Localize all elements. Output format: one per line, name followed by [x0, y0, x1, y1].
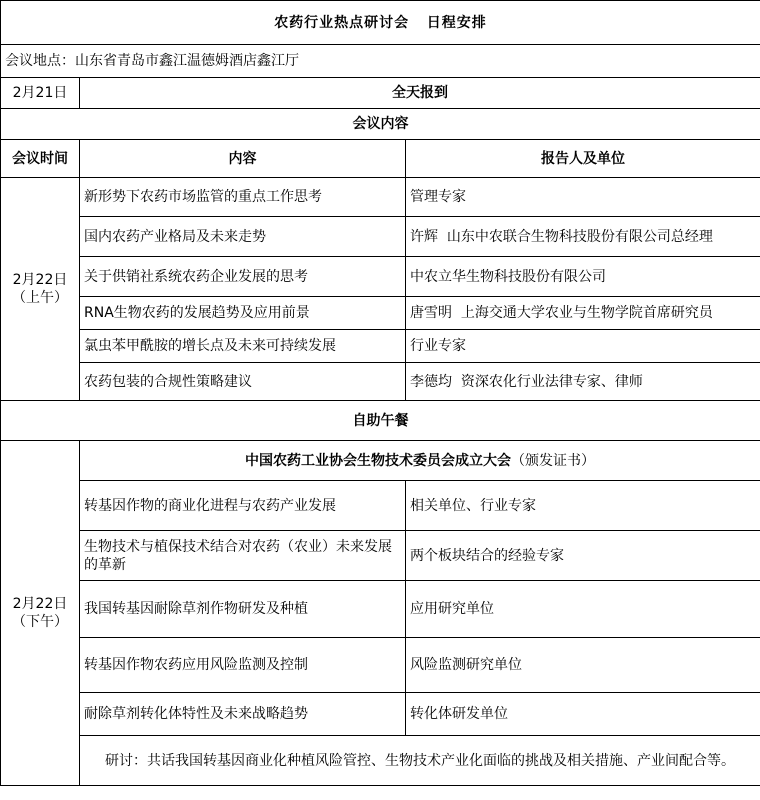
talk-speaker: 相关单位、行业专家 — [406, 481, 760, 531]
talk-speaker: 风险监测研究单位 — [406, 638, 760, 693]
venue-location: 会议地点：山东省青岛市鑫江温德姆酒店鑫江厅 — [1, 45, 760, 78]
talk-content: 关于供销社系统农药企业发展的思考 — [80, 257, 406, 297]
assembly-name: 中国农药工业协会生物技术委员会成立大会 — [245, 452, 511, 469]
header-speaker: 报告人及单位 — [406, 140, 760, 178]
talk-speaker: 行业专家 — [406, 330, 760, 363]
registration-date: 2月21日 — [1, 78, 80, 109]
afternoon-date-line2: （下午） — [12, 614, 68, 630]
talk-content: 氯虫苯甲酰胺的增长点及未来可持续发展 — [80, 330, 406, 363]
talk-content: 转基因作物的商业化进程与农药产业发展 — [80, 481, 406, 531]
table-row — [1, 217, 760, 257]
table-row — [1, 257, 760, 297]
table-row — [1, 581, 760, 638]
registration-row — [1, 78, 760, 109]
table-row — [1, 638, 760, 693]
page-title: 农药行业热点研讨会 日程安排 — [1, 1, 760, 45]
talk-content: 生物技术与植保技术结合对农药（农业）未来发展的革新 — [80, 531, 406, 581]
talk-content: 我国转基因耐除草剂作物研发及种植 — [80, 581, 406, 638]
assembly-row — [1, 441, 760, 481]
discussion-note: 研讨：共话我国转基因商业化种植风险管控、生物技术产业化面临的挑战及相关措施、产业间配合等。 — [80, 736, 760, 786]
table-row — [1, 178, 760, 217]
table-row — [1, 297, 760, 330]
talk-speaker: 唐雪明 上海交通大学农业与生物学院首席研究员 — [406, 297, 760, 330]
talk-content: 国内农药产业格局及未来走势 — [80, 217, 406, 257]
talk-content: 耐除草剂转化体特性及未来战略趋势 — [80, 693, 406, 736]
talk-speaker: 应用研究单位 — [406, 581, 760, 638]
talk-content: 农药包装的合规性策略建议 — [80, 363, 406, 401]
lunch-row — [1, 401, 760, 441]
talk-speaker: 许辉 山东中农联合生物科技股份有限公司总经理 — [406, 217, 760, 257]
registration-activity: 全天报到 — [80, 78, 760, 109]
table-row — [1, 531, 760, 581]
table-row — [1, 481, 760, 531]
table-row — [1, 363, 760, 401]
morning-date — [1, 178, 80, 401]
talk-content: RNA生物农药的发展趋势及应用前景 — [80, 297, 406, 330]
talk-speaker: 管理专家 — [406, 178, 760, 217]
talk-content: 转基因作物农药应用风险监测及控制 — [80, 638, 406, 693]
talk-speaker: 两个板块结合的经验专家 — [406, 531, 760, 581]
talk-content: 新形势下农药市场监管的重点工作思考 — [80, 178, 406, 217]
title-row — [1, 1, 760, 45]
header-time: 会议时间 — [1, 140, 80, 178]
location-row — [1, 45, 760, 78]
assembly-title — [80, 441, 760, 481]
header-row — [1, 140, 760, 178]
afternoon-date-line1: 2月22日 — [12, 596, 68, 612]
discussion-row — [1, 736, 760, 786]
table-row — [1, 693, 760, 736]
talk-speaker: 李德均 资深农化行业法律专家、律师 — [406, 363, 760, 401]
header-content: 内容 — [80, 140, 406, 178]
morning-date-line2: （上午） — [12, 290, 68, 306]
section-row — [1, 109, 760, 140]
lunch-break: 自助午餐 — [1, 401, 760, 441]
morning-date-line1: 2月22日 — [12, 272, 68, 288]
talk-speaker: 转化体研发单位 — [406, 693, 760, 736]
assembly-note: （颁发证书） — [511, 452, 595, 469]
table-row — [1, 330, 760, 363]
section-heading: 会议内容 — [1, 109, 760, 140]
afternoon-date — [1, 441, 80, 786]
talk-speaker: 中农立华生物科技股份有限公司 — [406, 257, 760, 297]
